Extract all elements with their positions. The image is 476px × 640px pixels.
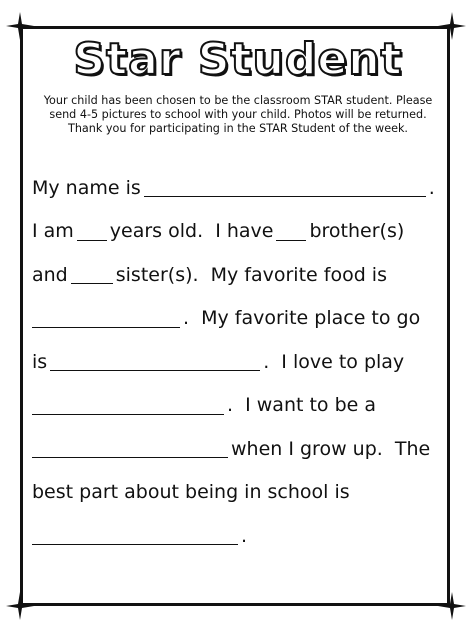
form-text: and	[32, 263, 68, 286]
want-to-be-blank[interactable]	[32, 439, 228, 458]
intro-line: Your child has been chosen to be the classroom STAR student. Please	[43, 94, 433, 107]
intro-paragraph	[28, 94, 448, 136]
form-text: when I grow up. The	[231, 437, 431, 460]
form-line	[32, 514, 450, 558]
sisters-blank[interactable]	[71, 265, 113, 284]
form-line	[32, 340, 450, 384]
form-text: My name is	[32, 176, 141, 199]
star-corner-icon	[436, 590, 468, 622]
form-line	[32, 210, 450, 254]
form-text: years old. I have	[109, 220, 274, 243]
form-line	[32, 297, 450, 341]
form-text: brother(s)	[309, 220, 405, 243]
form-text: . My favorite place to go	[183, 307, 421, 330]
form-text: is	[32, 350, 48, 373]
name-blank[interactable]	[144, 178, 426, 197]
age-blank[interactable]	[77, 222, 107, 241]
intro-line: Thank you for participating in the STAR Student of the week.	[68, 122, 408, 135]
form-text: . I love to play	[263, 350, 405, 373]
best-part-blank[interactable]	[32, 526, 238, 545]
form-text: sister(s). My favorite food is	[115, 263, 387, 286]
form-text: I am	[32, 220, 74, 243]
intro-line: send 4-5 pictures to school with your child. Photos will be returned.	[49, 108, 427, 121]
favorite-place-blank[interactable]	[50, 352, 260, 371]
page-title: Star Student	[73, 34, 403, 85]
form-line	[32, 253, 450, 297]
star-corner-icon	[4, 590, 36, 622]
form-line	[32, 166, 450, 210]
brothers-blank[interactable]	[276, 222, 306, 241]
favorite-food-blank[interactable]	[32, 309, 180, 328]
form-text: . I want to be a	[227, 394, 377, 417]
form-line	[32, 427, 450, 471]
form-line	[32, 471, 450, 515]
form-text: .	[241, 524, 248, 547]
form-text: .	[428, 176, 435, 199]
fill-in-form	[32, 166, 450, 558]
form-text: best part about being in school is	[32, 481, 350, 504]
form-line	[32, 384, 450, 428]
love-to-play-blank[interactable]	[32, 396, 224, 415]
